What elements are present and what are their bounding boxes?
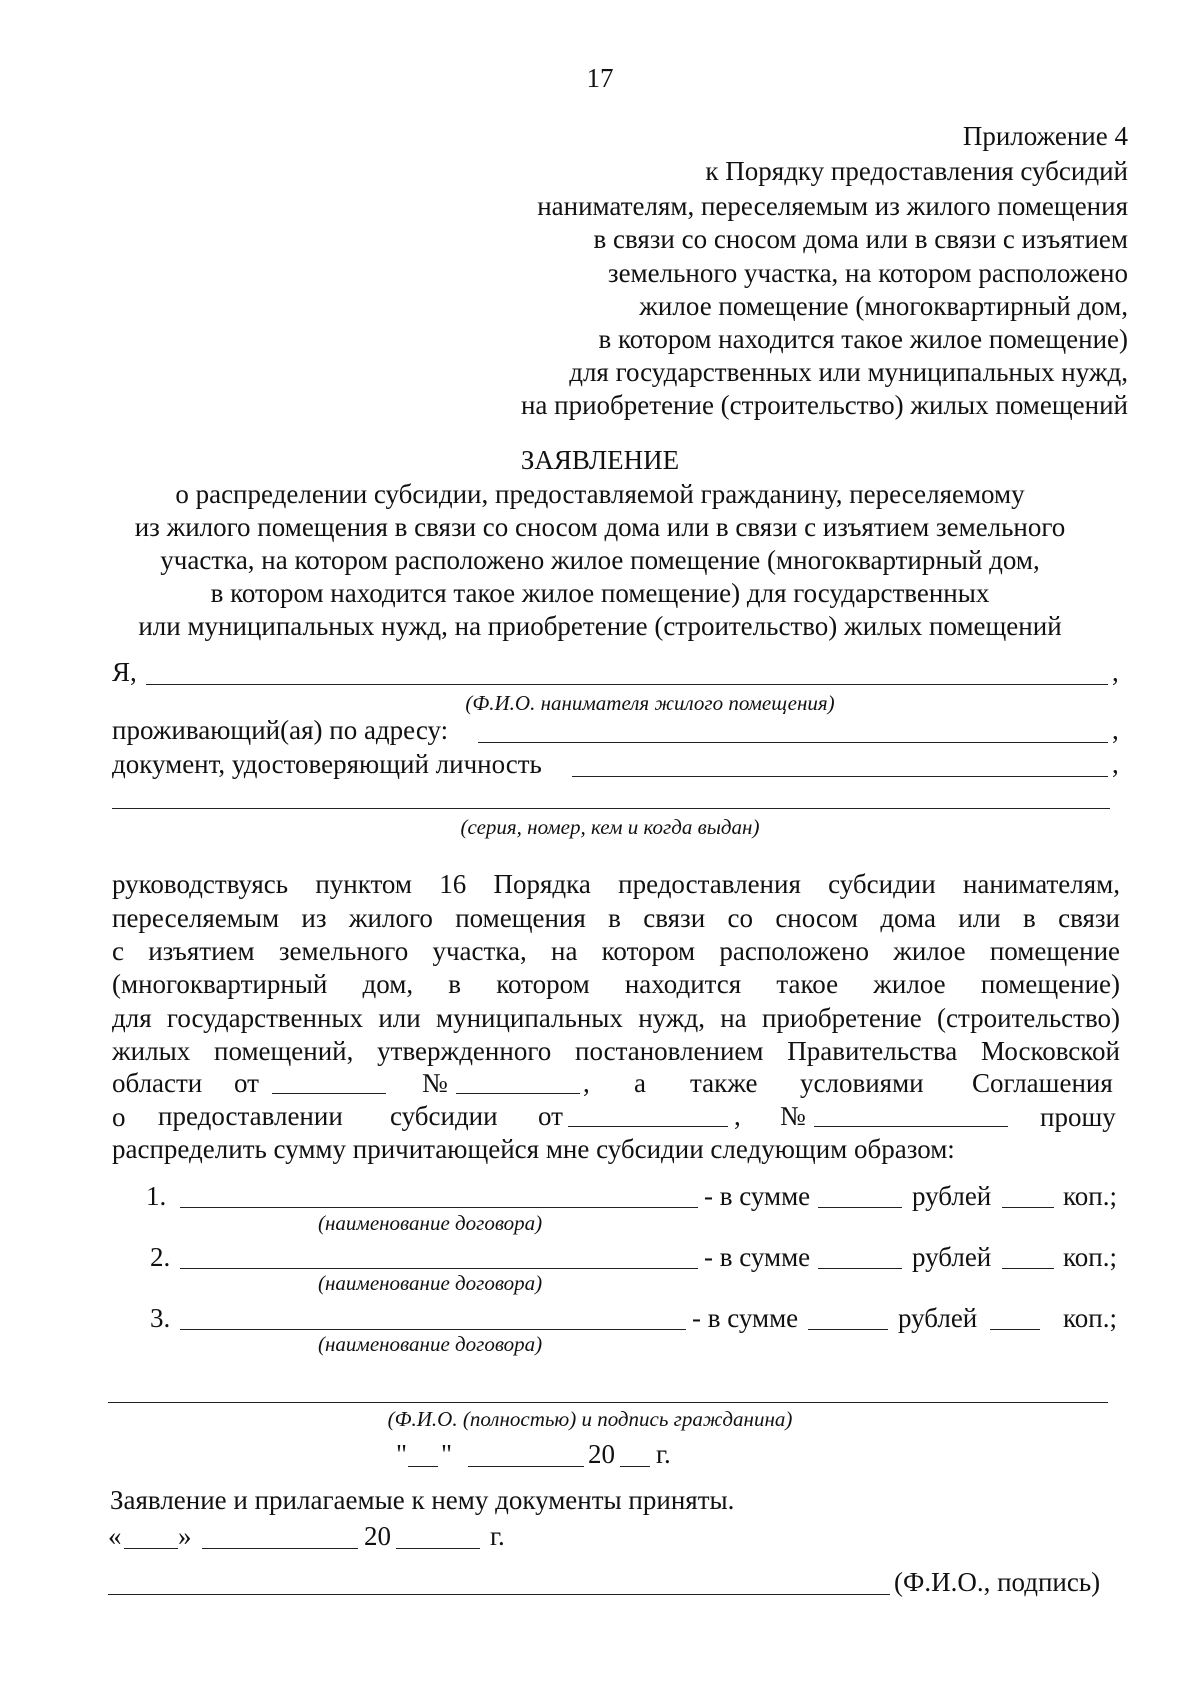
rubles-line[interactable]	[818, 1207, 902, 1208]
agreement-date-line[interactable]	[568, 1126, 728, 1127]
document-input-line[interactable]	[572, 776, 1108, 777]
rubles-label: рублей	[898, 1303, 978, 1333]
title-line: из жилого помещения в связи со сносом дома или в связи с изъятием земельного	[134, 512, 1066, 542]
appendix-line: в связи со сносом дома или в связи с изъятием	[593, 224, 1128, 254]
title-line: или муниципальных нужд, на приобретение (строительство) жилых помещений	[138, 611, 1062, 641]
kopecks-label: коп.;	[1063, 1303, 1117, 1333]
comma: ,	[1112, 657, 1119, 687]
fio-caption: (Ф.И.О. нанимателя жилого помещения)	[465, 691, 835, 715]
accept-close-quote: »	[178, 1521, 192, 1551]
item-number: 1.	[146, 1181, 167, 1211]
body-word: субсидии	[390, 1101, 498, 1131]
body-word: также	[690, 1068, 758, 1098]
document-title: ЗАЯВЛЕНИЕ	[520, 445, 680, 475]
item-number: 3.	[150, 1303, 171, 1333]
title-line: участка, на котором расположено жилое помещение (многоквартирный дом,	[160, 545, 1040, 575]
appendix-line: в котором находится такое жилое помещение)	[598, 324, 1128, 354]
kopecks-line[interactable]	[990, 1329, 1040, 1330]
body-line: распределить сумму причитающейся мне субсидии следующим образом:	[112, 1134, 955, 1164]
fio-input-line[interactable]	[146, 684, 1108, 685]
date-suffix: г.	[656, 1439, 671, 1469]
body-line: руководствуясь пунктом 16 Порядка предоставления субсидии нанимателям,	[112, 869, 1120, 899]
acceptance-text: Заявление и прилагаемые к нему документы приняты.	[110, 1485, 735, 1515]
kopecks-line[interactable]	[1002, 1207, 1054, 1208]
body-word: прошу	[1040, 1102, 1116, 1132]
comma: ,	[1112, 715, 1119, 745]
date-month-line[interactable]	[468, 1466, 584, 1467]
item-number: 2.	[150, 1242, 171, 1272]
decree-number-line[interactable]	[456, 1093, 580, 1094]
sum-label: - в сумме	[704, 1181, 811, 1211]
accept-year-line[interactable]	[396, 1548, 480, 1549]
date-year: 20	[588, 1439, 615, 1469]
accept-day-line[interactable]	[124, 1548, 178, 1549]
page-number: 17	[586, 63, 614, 93]
accept-year: 20	[364, 1521, 391, 1551]
title-line: о распределении субсидии, предоставляемой гражданину, переселяемому	[175, 479, 1025, 509]
agreement-number-line[interactable]	[814, 1126, 1008, 1127]
appendix-line: к Порядку предоставления субсидий	[705, 156, 1128, 186]
document-input-line-2[interactable]	[112, 808, 1110, 809]
body-line: для государственных или муниципальных нужд, на приобретение (строительство)	[112, 1003, 1120, 1033]
ya-label: Я,	[112, 657, 137, 687]
body-word: №	[422, 1068, 448, 1098]
kopecks-label: коп.;	[1063, 1181, 1117, 1211]
contract-caption: (наименование договора)	[318, 1211, 543, 1235]
address-input-line[interactable]	[478, 742, 1108, 743]
accept-open-quote: «	[108, 1521, 122, 1551]
body-word: №	[780, 1101, 806, 1131]
signature-caption: (Ф.И.О. (полностью) и подпись гражданина)	[387, 1407, 793, 1431]
appendix-line: земельного участка, на котором расположено	[607, 258, 1128, 288]
appendix-line: жилое помещение (многоквартирный дом,	[639, 291, 1128, 321]
body-word: ,	[734, 1101, 741, 1131]
accept-month-line[interactable]	[202, 1548, 358, 1549]
contract-name-line[interactable]	[180, 1329, 686, 1330]
body-word: от	[234, 1068, 259, 1098]
title-line: в котором находится такое жилое помещение) для государственных	[210, 578, 990, 608]
decree-date-line[interactable]	[272, 1093, 386, 1094]
body-line: переселяемым из жилого помещения в связи со сносом дома или в связи	[112, 903, 1120, 933]
date-year-line[interactable]	[620, 1466, 650, 1467]
contract-caption: (наименование договора)	[318, 1271, 543, 1295]
sum-label: - в сумме	[692, 1303, 799, 1333]
body-word: а	[634, 1068, 646, 1098]
date-open-quote: "	[396, 1439, 408, 1469]
body-line: (многоквартирный дом, в котором находится такое жилое помещение)	[112, 969, 1120, 999]
contract-caption: (наименование договора)	[318, 1332, 543, 1356]
body-word: условиями	[800, 1068, 924, 1098]
appendix-line: для государственных или муниципальных нужд,	[569, 357, 1128, 387]
date-close-quote: "	[441, 1439, 453, 1469]
body-word: Соглашения	[972, 1068, 1113, 1098]
address-label: проживающий(ая) по адресу:	[112, 715, 449, 745]
rubles-label: рублей	[912, 1181, 992, 1211]
comma: ,	[1112, 749, 1119, 779]
document-label: документ, удостоверяющий личность	[112, 749, 542, 779]
date-day-line[interactable]	[408, 1466, 438, 1467]
body-word: о	[112, 1102, 126, 1132]
rubles-label: рублей	[912, 1242, 992, 1272]
rubles-line[interactable]	[808, 1329, 888, 1330]
appendix-line: Приложение 4	[962, 121, 1128, 151]
sum-label: - в сумме	[704, 1242, 811, 1272]
appendix-line: на приобретение (строительство) жилых помещений	[520, 390, 1128, 420]
citizen-signature-line[interactable]	[108, 1402, 1108, 1403]
official-signature-line[interactable]	[108, 1594, 890, 1595]
accept-suffix: г.	[490, 1521, 505, 1551]
body-word: от	[538, 1101, 563, 1131]
body-word: области	[112, 1068, 203, 1098]
rubles-line[interactable]	[818, 1268, 902, 1269]
body-line: с изъятием земельного участка, на котором расположено жилое помещение	[112, 936, 1120, 966]
body-line: жилых помещений, утвержденного постановлением Правительства Московской	[112, 1036, 1120, 1066]
document-caption: (серия, номер, кем и когда выдан)	[460, 815, 760, 839]
body-word: ,	[583, 1068, 590, 1098]
contract-name-line[interactable]	[180, 1268, 698, 1269]
official-signature-label: (Ф.И.О., подпись)	[894, 1567, 1101, 1597]
kopecks-line[interactable]	[1002, 1268, 1054, 1269]
kopecks-label: коп.;	[1063, 1242, 1117, 1272]
contract-name-line[interactable]	[180, 1207, 698, 1208]
body-word: предоставлении	[158, 1101, 343, 1131]
appendix-line: нанимателям, переселяемым из жилого помещения	[537, 191, 1128, 221]
